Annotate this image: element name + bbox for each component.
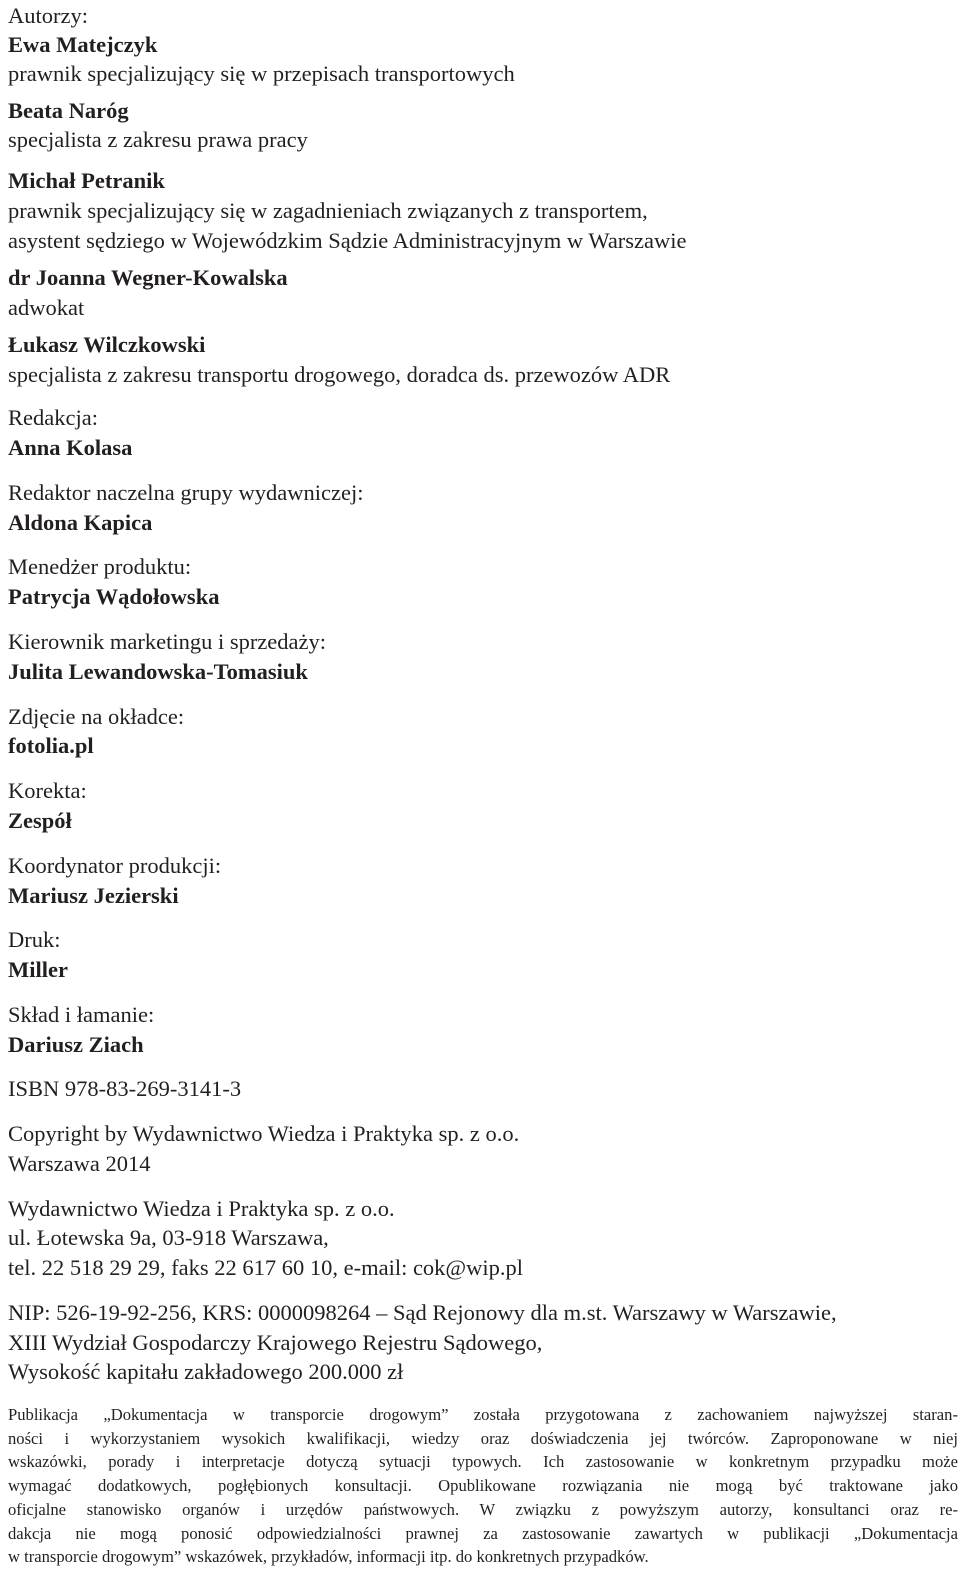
- credit-role: Korekta:: [8, 778, 87, 803]
- disclaimer-line: Publikacja „Dokumentacja w transporcie drogowym” została przygotowana z zachowaniem najwyższej staran-: [8, 1405, 958, 1424]
- publisher-name: Wydawnictwo Wiedza i Praktyka sp. z o.o.: [8, 1196, 395, 1221]
- author-description: prawnik specjalizujący się w przepisach transportowych: [8, 61, 515, 86]
- author-name: Michał Petranik: [8, 168, 165, 193]
- publisher-address: ul. Łotewska 9a, 03-918 Warszawa,: [8, 1225, 329, 1250]
- author-description: prawnik specjalizujący się w zagadnieniach związanych z transportem,: [8, 198, 648, 223]
- credit-name: Aldona Kapica: [8, 510, 153, 535]
- credit-role: Koordynator produkcji:: [8, 853, 222, 878]
- credit-role: Druk:: [8, 927, 61, 952]
- credit-name: Mariusz Jezierski: [8, 883, 179, 908]
- disclaimer-line: w transporcie drogowym” wskazówek, przykładów, informacji itp. do konkretnych przypadków.: [8, 1547, 649, 1567]
- credit-name: Patrycja Wądołowska: [8, 584, 220, 609]
- authors-heading: Autorzy:: [8, 3, 88, 28]
- credit-role: Skład i łamanie:: [8, 1002, 155, 1027]
- disclaimer-line: dakcja nie mogą ponosić odpowiedzialności prawnej za zastosowanie zawartych w publikacji „Dokumentacja: [8, 1523, 958, 1543]
- registry-line: NIP: 526-19-92-256, KRS: 0000098264 – Sąd Rejonowy dla m.st. Warszawy w Warszawie,: [8, 1300, 837, 1325]
- isbn: ISBN 978-83-269-3141-3: [8, 1076, 242, 1101]
- author-description: adwokat: [8, 295, 85, 320]
- credit-name: Zespół: [8, 808, 72, 833]
- credit-role: Redaktor naczelna grupy wydawniczej:: [8, 480, 364, 505]
- author-description: specjalista z zakresu prawa pracy: [8, 127, 308, 152]
- copyright-line: Copyright by Wydawnictwo Wiedza i Praktyka sp. z o.o.: [8, 1121, 520, 1146]
- publisher-contact: tel. 22 518 29 29, faks 22 617 60 10, e-mail: cok@wip.pl: [8, 1255, 524, 1280]
- author-name: Ewa Matejczyk: [8, 32, 158, 57]
- disclaimer-line: wymagać dodatkowych, pogłębionych konsultacji. Opublikowane rozwiązania nie mogą być traktowane jako: [8, 1476, 958, 1496]
- credit-role: Zdjęcie na okładce:: [8, 704, 185, 729]
- registry-line: Wysokość kapitału zakładowego 200.000 zł: [8, 1359, 404, 1384]
- author-description: specjalista z zakresu transportu drogowego, doradca ds. przewozów ADR: [8, 362, 671, 387]
- disclaimer-line: ności i wykorzystaniem wysokich kwalifikacji, wiedzy oraz doświadczenia jej twórców. Zaproponowane w niej: [8, 1428, 958, 1448]
- credit-name: Dariusz Ziach: [8, 1032, 144, 1057]
- credit-role: Redakcja:: [8, 405, 98, 430]
- credit-name: Anna Kolasa: [8, 435, 133, 460]
- copyright-line: Warszawa 2014: [8, 1151, 151, 1176]
- disclaimer: [8, 1403, 958, 1569]
- disclaimer-line: wskazówki, porady i interpretacje dotyczą sytuacji typowych. Ich zastosowanie w konkretnym przypadku może: [8, 1452, 958, 1472]
- disclaimer-line: oficjalne stanowisko organów i urzędów państwowych. W związku z powyższym autorzy, konsultanci oraz re-: [8, 1499, 958, 1519]
- credit-name: Julita Lewandowska-Tomasiuk: [8, 659, 308, 684]
- credit-name: Miller: [8, 957, 68, 982]
- author-name: dr Joanna Wegner-Kowalska: [8, 265, 288, 290]
- credit-role: Menedżer produktu:: [8, 554, 192, 579]
- registry-line: XIII Wydział Gospodarczy Krajowego Rejestru Sądowego,: [8, 1330, 543, 1355]
- author-name: Łukasz Wilczkowski: [8, 332, 206, 357]
- author-name: Beata Naróg: [8, 98, 129, 123]
- credit-role: Kierownik marketingu i sprzedaży:: [8, 629, 327, 654]
- author-description: asystent sędziego w Wojewódzkim Sądzie Administracyjnym w Warszawie: [8, 228, 687, 253]
- credit-name: fotolia.pl: [8, 733, 94, 758]
